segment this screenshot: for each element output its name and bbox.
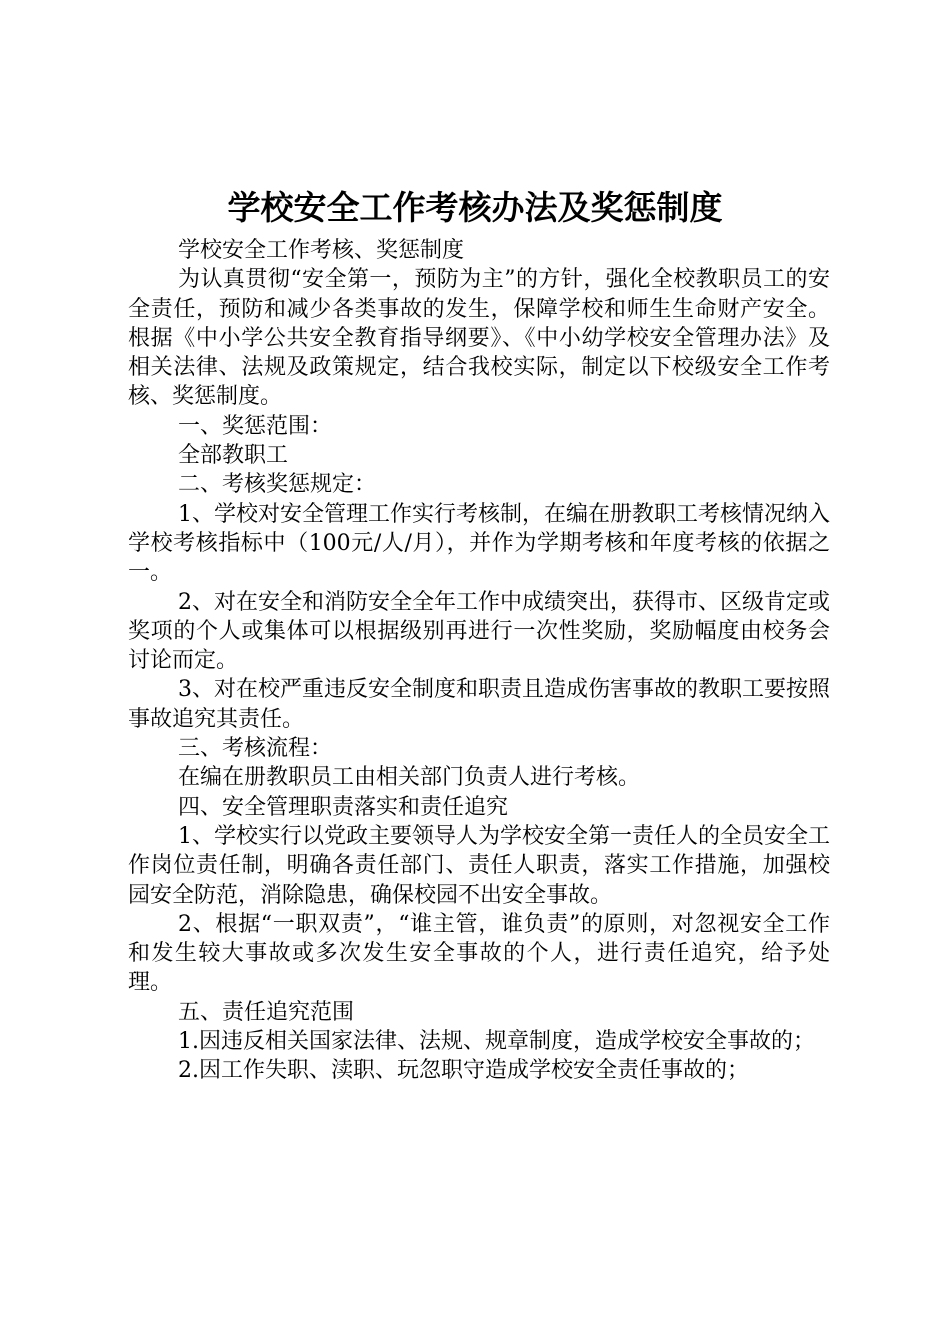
- document-title: 学校安全工作考核办法及奖惩制度: [227, 188, 723, 227]
- intro-paragraph: 为认真贯彻“安全第一，预防为主”的方针，强化全校教职员工的安全责任，预防和减少各类事故的发生，保障学校和师生生命财产安全。根据《中小学公共安全教育指导纲要》、《中小幼学校安全管理办法》及相关法律、法规及政策规定，结合我校实际，制定以下校级安全工作考核、奖惩制度。: [128, 267, 830, 410]
- subtitle-paragraph: 学校安全工作考核、奖惩制度: [178, 238, 465, 263]
- body-paragraph: 3、对在校严重违反安全制度和职责且造成伤害事故的教职工要按照事故追究其责任。: [128, 677, 830, 732]
- section-heading-2: 二、考核奖惩规定：: [178, 472, 377, 498]
- body-paragraph: 2、对在安全和消防安全全年工作中成绩突出，获得市、区级肯定或奖项的个人或集体可以根据级别再进行一次性奖励，奖励幅度由校务会讨论而定。: [128, 589, 830, 674]
- body-paragraph: 1、学校对安全管理工作实行考核制，在编在册教职工考核情况纳入学校考核指标中（100元/人/月），并作为学期考核和年度考核的依据之一。: [128, 501, 830, 586]
- body-paragraph: 2、根据“一职双责”，“谁主管，谁负责”的原则，对忽视安全工作和发生较大事故或多次发生安全事故的个人，进行责任追究，给予处理。: [128, 911, 830, 996]
- body-paragraph: 2.因工作失职、渎职、玩忽职守造成学校安全责任事故的；: [178, 1058, 749, 1084]
- body-paragraph: 在编在册教职员工由相关部门负责人进行考核。: [178, 765, 641, 791]
- body-paragraph: 1.因违反相关国家法律、法规、规章制度，造成学校安全事故的；: [178, 1029, 815, 1055]
- section-heading-4: 四、安全管理职责落实和责任追究: [178, 794, 509, 820]
- document-body: [128, 236, 830, 1086]
- section-heading-1: 一、奖惩范围：: [178, 413, 333, 439]
- body-paragraph: 全部教职工: [178, 443, 289, 469]
- section-heading-3: 三、考核流程：: [178, 736, 333, 762]
- section-heading-5: 五、责任追究范围: [178, 999, 355, 1025]
- body-paragraph: 1、学校实行以党政主要领导人为学校安全第一责任人的全员安全工作岗位责任制，明确各责任部门、责任人职责，落实工作措施，加强校园安全防范，消除隐患，确保校园不出安全事故。: [128, 823, 830, 908]
